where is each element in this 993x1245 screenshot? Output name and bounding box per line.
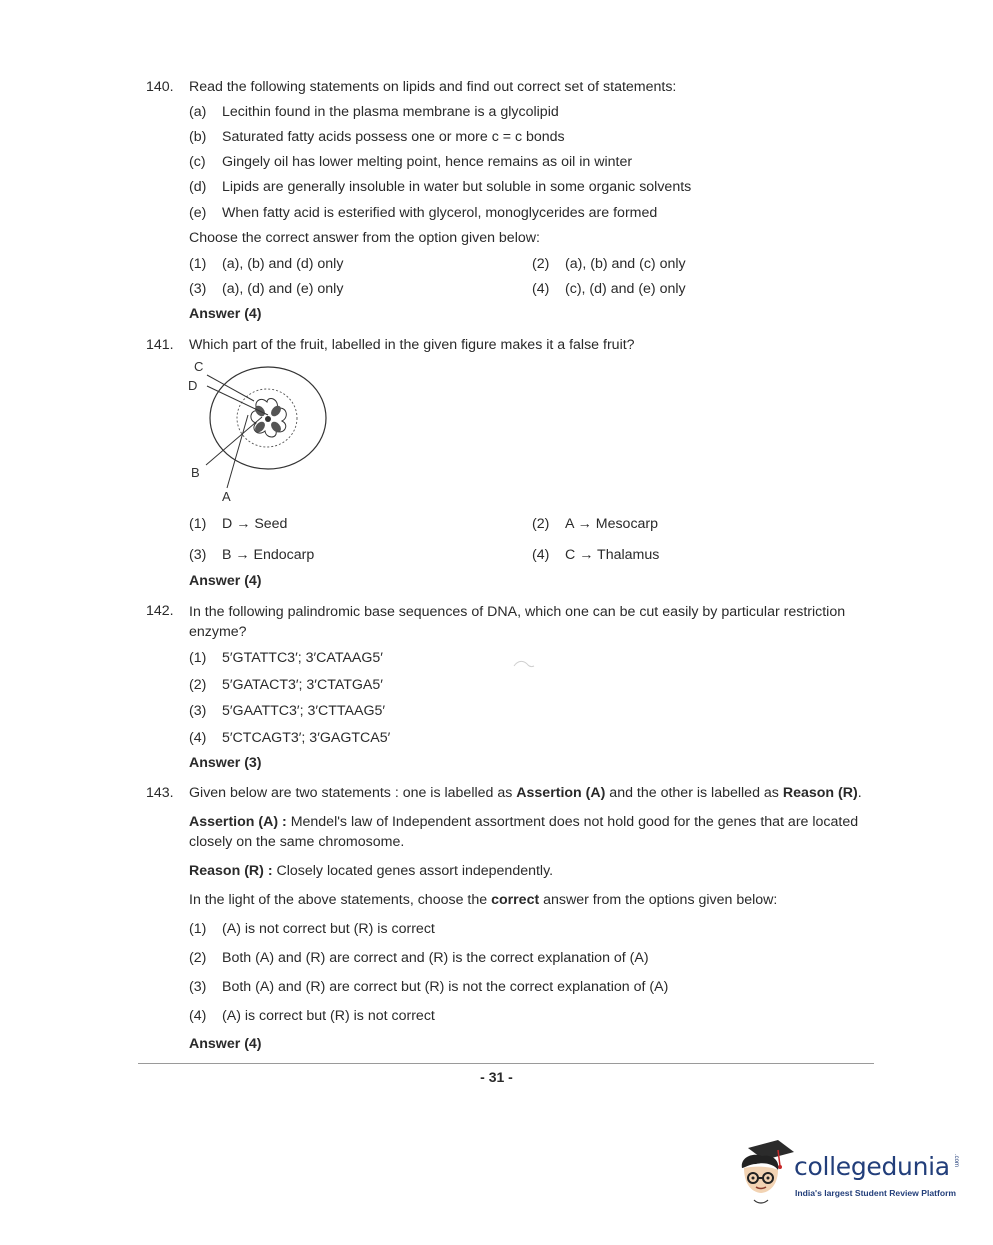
figure-label-b: B [191, 465, 200, 480]
footer-divider [138, 1063, 874, 1064]
assertion-heading: Assertion (A) : [189, 814, 287, 830]
option-label: (3) [189, 703, 207, 719]
question-stem: Read the following statements on lipids and find out correct set of statements: [189, 79, 677, 95]
option-3 [189, 281, 343, 297]
option-label: (3) [189, 281, 207, 297]
statement-text: Lecithin found in the plasma membrane is a glycolipid [222, 104, 559, 120]
reason-statement [189, 863, 553, 879]
question-stem [189, 785, 862, 801]
option-label: (1) [189, 650, 207, 666]
option-text: Both (A) and (R) are correct and (R) is the correct explanation of (A) [222, 950, 649, 966]
statement-label: (e) [189, 205, 207, 221]
option-text: 5′CTCAGT3′; 3′GAGTCA5′ [222, 730, 391, 746]
stem-text: and the other is labelled as [605, 785, 783, 801]
option-label: (1) [189, 516, 207, 532]
question-stem: In the following palindromic base sequences of DNA, which one can be cut easily by particular restriction enzyme? [189, 604, 846, 640]
option-label: (1) [189, 921, 207, 937]
reason-label: Reason (R) [782, 785, 858, 801]
page-number: - 31 - [480, 1069, 513, 1085]
option-label: (3) [189, 979, 207, 995]
collegedunia-logo [734, 1138, 964, 1208]
option-label: (4) [189, 1008, 207, 1024]
option-text: 5′GAATTC3′; 3′CTTAAG5′ [222, 703, 386, 719]
fruit-figure [180, 355, 340, 510]
assertion-label: Assertion (A) [516, 785, 606, 801]
option-label: (2) [532, 516, 550, 532]
statement-text: Lipids are generally insoluble in water but soluble in some organic solvents [222, 179, 692, 195]
statement-a [189, 104, 559, 120]
option-text: D → Seed [222, 516, 288, 532]
statement-label: (a) [189, 104, 207, 120]
option-1 [189, 921, 435, 937]
option-1 [189, 256, 343, 272]
option-1 [189, 650, 383, 666]
brand-domain: .com [953, 1154, 959, 1168]
stem-text: Given below are two statements : one is labelled as [189, 785, 517, 801]
statement-text: Saturated fatty acids possess one or more c = c bonds [222, 129, 565, 145]
statement-text: When fatty acid is esterified with glycerol, monoglycerides are formed [222, 205, 658, 221]
option-2 [189, 677, 383, 693]
option-label: (2) [532, 256, 550, 272]
statement-label: (b) [189, 129, 207, 145]
option-4 [189, 730, 390, 746]
instruction-text: answer from the options given below: [539, 892, 778, 908]
statement-d [189, 179, 691, 195]
figure-label-c: C [194, 359, 204, 374]
answer: Answer (4) [189, 306, 262, 322]
answer: Answer (3) [189, 755, 262, 771]
statement-label: (c) [189, 154, 206, 170]
option-text: C → Thalamus [565, 547, 660, 563]
reason-text: Closely located genes assort independently. [272, 863, 554, 879]
question-number: 143. [146, 785, 174, 801]
answer: Answer (4) [189, 1036, 262, 1052]
statement-text: Gingely oil has lower melting point, hence remains as oil in winter [222, 154, 633, 170]
statement-b [189, 129, 565, 145]
scan-mark [512, 658, 536, 670]
option-4 [532, 281, 686, 297]
figure-label-a: A [222, 489, 231, 504]
option-text: (a), (b) and (d) only [222, 256, 344, 272]
option-3 [189, 979, 668, 995]
assertion-statement [189, 812, 873, 852]
option-4 [189, 1008, 435, 1024]
assertion-text: Mendel's law of Independent assortment does not hold good for the genes that are located closely on the same chromosome. [189, 814, 859, 850]
option-label: (4) [532, 547, 550, 563]
option-text: (c), (d) and (e) only [565, 281, 686, 297]
option-label: (2) [189, 677, 207, 693]
option-text: (A) is not correct but (R) is correct [222, 921, 435, 937]
figure-label-d: D [188, 378, 198, 393]
option-text: (A) is correct but (R) is not correct [222, 1008, 435, 1024]
statement-c [189, 154, 632, 170]
question-number: 141. [146, 337, 174, 353]
option-3 [189, 703, 385, 719]
brand-name: collegedunia [794, 1152, 950, 1181]
option-text: 5′GTATTC3′; 3′CATAAG5′ [222, 650, 383, 666]
option-2 [532, 256, 686, 272]
option-text: (a), (d) and (e) only [222, 281, 344, 297]
option-text: (a), (b) and (c) only [565, 256, 686, 272]
question-stem: Which part of the fruit, labelled in the given figure makes it a false fruit? [189, 337, 635, 353]
choose-instruction: Choose the correct answer from the option given below: [189, 230, 540, 246]
instruction-text: In the light of the above statements, choose the [189, 892, 492, 908]
option-3 [189, 547, 314, 563]
statement-e [189, 205, 657, 221]
brand-tagline: India's largest Student Review Platform [795, 1188, 957, 1198]
option-text: A → Mesocarp [565, 516, 659, 532]
instruction-bold: correct [491, 892, 540, 908]
choose-instruction [189, 892, 777, 908]
option-label: (3) [189, 547, 207, 563]
option-2 [189, 950, 649, 966]
stem-text: . [857, 785, 862, 801]
option-label: (1) [189, 256, 207, 272]
option-text: B → Endocarp [222, 547, 315, 563]
option-4 [532, 547, 659, 563]
option-label: (4) [189, 730, 207, 746]
answer: Answer (4) [189, 573, 262, 589]
option-2 [532, 516, 658, 532]
option-text: 5′GATACT3′; 3′CTATGA5′ [222, 677, 383, 693]
mascot-icon [734, 1138, 796, 1208]
option-text: Both (A) and (R) are correct but (R) is not the correct explanation of (A) [222, 979, 669, 995]
question-number: 140. [146, 79, 174, 95]
option-1 [189, 516, 287, 532]
statement-label: (d) [189, 179, 207, 195]
option-label: (2) [189, 950, 207, 966]
question-number: 142. [146, 603, 174, 619]
option-label: (4) [532, 281, 550, 297]
reason-heading: Reason (R) : [189, 863, 273, 879]
fruit-diagram [180, 355, 340, 510]
